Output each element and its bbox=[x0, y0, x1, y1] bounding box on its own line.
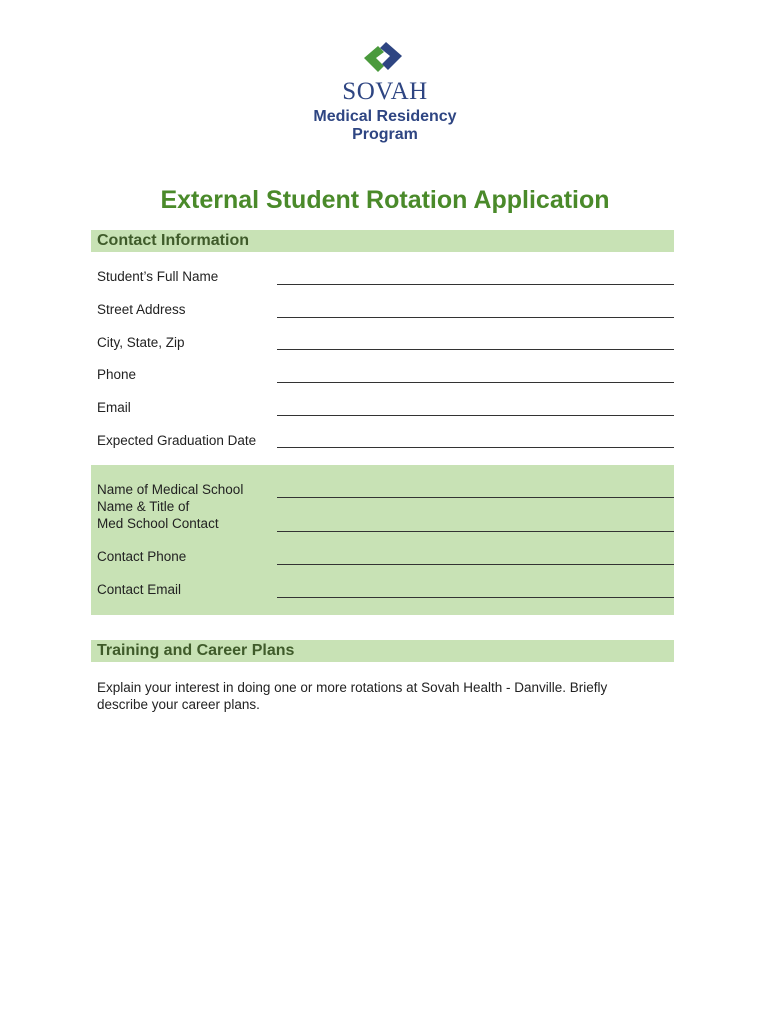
training-instructions: Explain your interest in doing one or more rotations at Sovah Health - Danville. Briefly describe your career plans. bbox=[97, 680, 608, 712]
full-name-field[interactable] bbox=[277, 284, 674, 285]
school-contact-field[interactable] bbox=[277, 531, 674, 532]
city-state-zip-field[interactable] bbox=[277, 349, 674, 350]
page-title: External Student Rotation Application bbox=[160, 186, 610, 214]
graduation-date-field[interactable] bbox=[277, 447, 674, 448]
contact-email-label: Contact Email bbox=[97, 582, 182, 597]
phone-label: Phone bbox=[97, 367, 137, 382]
contact-email-field[interactable] bbox=[277, 597, 674, 598]
sovah-logo bbox=[0, 40, 770, 150]
graduation-date-label: Expected Graduation Date bbox=[97, 433, 257, 448]
city-state-zip-label: City, State, Zip bbox=[97, 335, 185, 350]
contact-information-header: Contact Information bbox=[91, 230, 674, 252]
contact-phone-field[interactable] bbox=[277, 564, 674, 565]
contact-phone-label: Contact Phone bbox=[97, 549, 187, 564]
medical-school-label: Name of Medical School bbox=[97, 482, 244, 497]
email-label: Email bbox=[97, 400, 131, 415]
logo-program-line-2: Program bbox=[352, 126, 418, 143]
logo-program-line-1: Medical Residency bbox=[313, 108, 457, 125]
street-address-field[interactable] bbox=[277, 317, 674, 318]
email-field[interactable] bbox=[277, 415, 674, 416]
school-contact-label-line1: Name & Title of bbox=[97, 499, 190, 514]
sovah-diamond-icon bbox=[362, 40, 408, 74]
school-contact-label-line2: Med School Contact bbox=[97, 516, 219, 531]
logo-wordmark: SOVAH bbox=[342, 78, 428, 105]
medical-school-field[interactable] bbox=[277, 497, 674, 498]
phone-field[interactable] bbox=[277, 382, 674, 383]
street-address-label: Street Address bbox=[97, 302, 186, 317]
full-name-label: Student’s Full Name bbox=[97, 269, 219, 284]
training-career-plans-header: Training and Career Plans bbox=[91, 640, 674, 662]
